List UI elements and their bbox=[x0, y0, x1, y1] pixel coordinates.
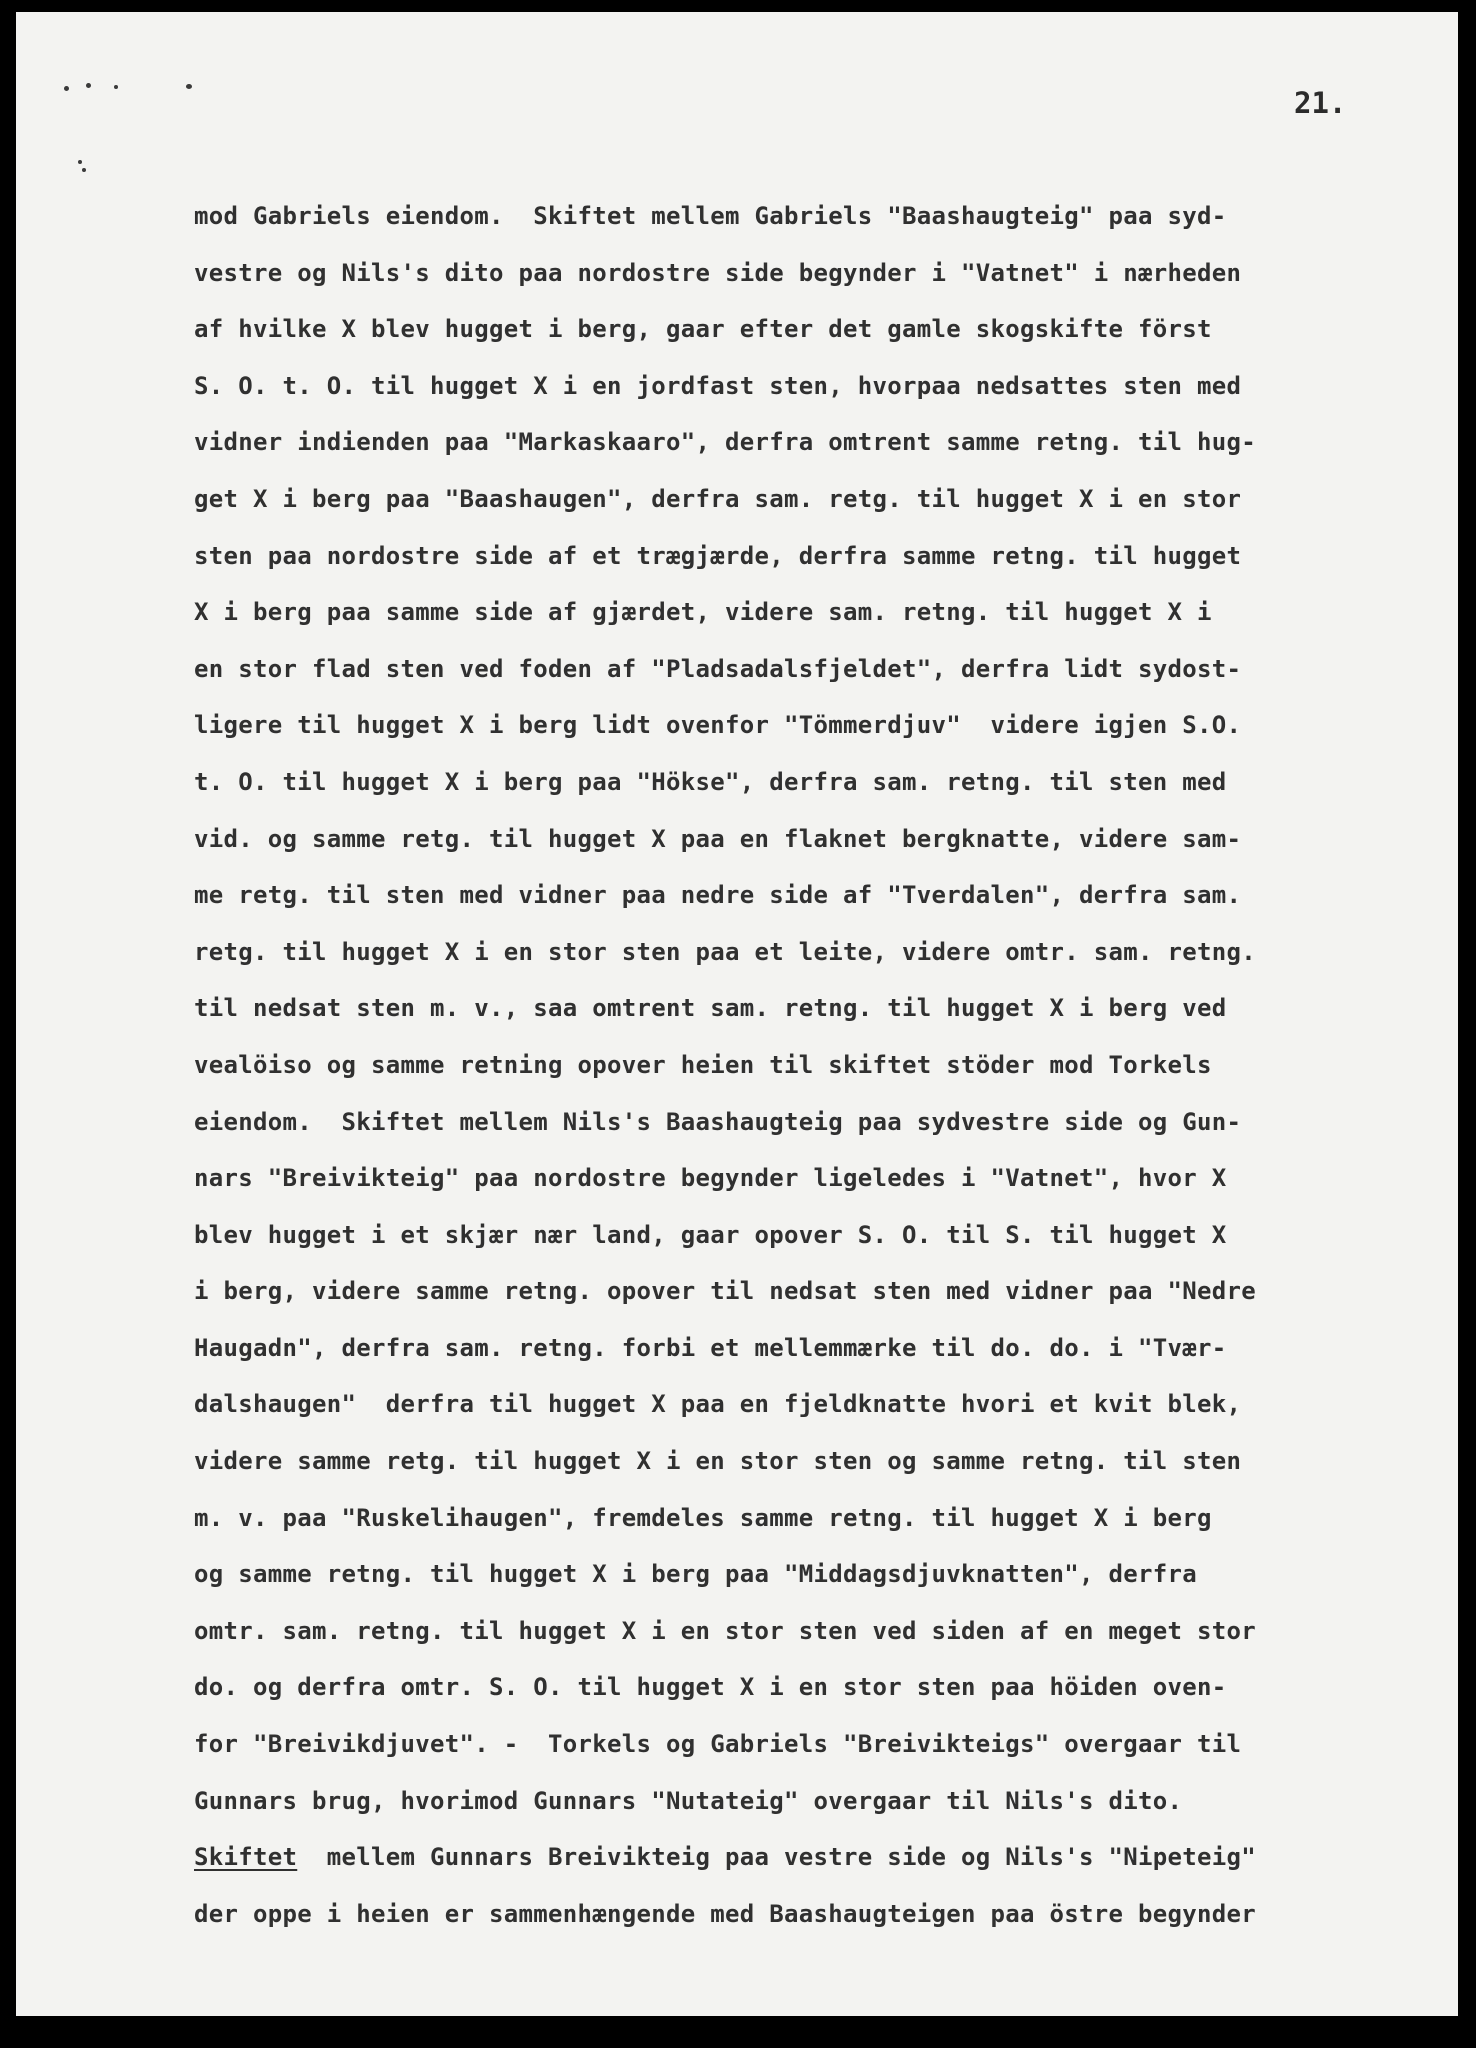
text-line: vidner indienden paa "Markaskaaro", derfra omtrent samme retng. til hug- bbox=[194, 428, 1256, 457]
typed-text-body bbox=[194, 188, 1444, 1942]
document-page bbox=[16, 12, 1458, 2016]
text-line: eiendom. Skiftet mellem Nils's Baashaugteig paa sydvestre side og Gun- bbox=[194, 1107, 1242, 1136]
underlined-word: Skiftet bbox=[194, 1843, 298, 1872]
text-line: m. v. paa "Ruskelihaugen", fremdeles samme retng. til hugget X i berg bbox=[194, 1503, 1212, 1532]
text-line: vealöiso og samme retning opover heien til skiftet stöder mod Torkels bbox=[194, 1050, 1212, 1079]
text-line: blev hugget i et skjær nær land, gaar opover S. O. til S. til hugget X bbox=[194, 1220, 1227, 1249]
text-line: i berg, videre samme retng. opover til nedsat sten med vidner paa "Nedre bbox=[194, 1277, 1256, 1306]
text-line: af hvilke X blev hugget i berg, gaar efter det gamle skogskifte först bbox=[194, 315, 1212, 344]
text-line: retg. til hugget X i en stor sten paa et leite, videre omtr. sam. retng. bbox=[194, 937, 1256, 966]
text-line: for "Breivikdjuvet". - Torkels og Gabriels "Breivikteigs" overgaar til bbox=[194, 1730, 1242, 1759]
text-line: do. og derfra omtr. S. O. til hugget X i en stor sten paa höiden oven- bbox=[194, 1673, 1227, 1702]
text-line: ligere til hugget X i berg lidt ovenfor "Tömmerdjuv" videre igjen S.O. bbox=[194, 711, 1242, 740]
text-line: get X i berg paa "Baashaugen", derfra sam. retg. til hugget X i en stor bbox=[194, 484, 1242, 513]
text-line: sten paa nordostre side af et trægjærde, derfra samme retng. til hugget bbox=[194, 541, 1242, 570]
text-line: vestre og Nils's dito paa nordostre side begynder i "Vatnet" i nærheden bbox=[194, 258, 1242, 287]
text-line-paragraph-start bbox=[194, 1829, 1444, 1886]
page-number: 21. bbox=[1294, 86, 1347, 120]
margin-speck bbox=[82, 168, 86, 172]
margin-speck bbox=[186, 84, 192, 89]
text-line: t. O. til hugget X i berg paa "Hökse", derfra sam. retng. til sten med bbox=[194, 767, 1227, 796]
margin-speck bbox=[114, 85, 118, 89]
text-line: videre samme retg. til hugget X i en stor sten og samme retng. til sten bbox=[194, 1447, 1242, 1476]
text-line: og samme retng. til hugget X i berg paa "Middagsdjuvknatten", derfra bbox=[194, 1560, 1197, 1589]
text-line: mod Gabriels eiendom. Skiftet mellem Gabriels "Baashaugteig" paa syd- bbox=[194, 202, 1227, 230]
text-line: Gunnars brug, hvorimod Gunnars "Nutateig" overgaar til Nils's dito. bbox=[194, 1786, 1183, 1815]
text-line: X i berg paa samme side af gjærdet, videre sam. retng. til hugget X i bbox=[194, 598, 1212, 627]
text-line: omtr. sam. retng. til hugget X i en stor sten ved siden af en meget stor bbox=[194, 1616, 1256, 1645]
text-line: til nedsat sten m. v., saa omtrent sam. retng. til hugget X i berg ved bbox=[194, 994, 1227, 1023]
text-line: S. O. t. O. til hugget X i en jordfast sten, hvorpaa nedsattes sten med bbox=[194, 371, 1242, 400]
text-line: vid. og samme retg. til hugget X paa en flaknet bergknatte, videre sam- bbox=[194, 824, 1242, 853]
text-line: Haugadn", derfra sam. retng. forbi et mellemmærke til do. do. i "Tvær- bbox=[194, 1333, 1227, 1362]
text-line: me retg. til sten med vidner paa nedre side af "Tverdalen", derfra sam. bbox=[194, 881, 1242, 910]
text-line-rest: mellem Gunnars Breivikteig paa vestre side og Nils's "Nipeteig" bbox=[297, 1843, 1256, 1872]
margin-speck bbox=[86, 83, 91, 88]
margin-speck bbox=[78, 160, 82, 164]
text-line: dalshaugen" derfra til hugget X paa en fjeldknatte hvori et kvit blek, bbox=[194, 1390, 1242, 1419]
text-line: nars "Breivikteig" paa nordostre begynder ligeledes i "Vatnet", hvor X bbox=[194, 1164, 1227, 1193]
text-line: der oppe i heien er sammenhængende med Baashaugteigen paa östre begynder bbox=[194, 1899, 1256, 1928]
text-line: en stor flad sten ved foden af "Pladsadalsfjeldet", derfra lidt sydost- bbox=[194, 654, 1242, 683]
margin-speck bbox=[64, 86, 69, 91]
